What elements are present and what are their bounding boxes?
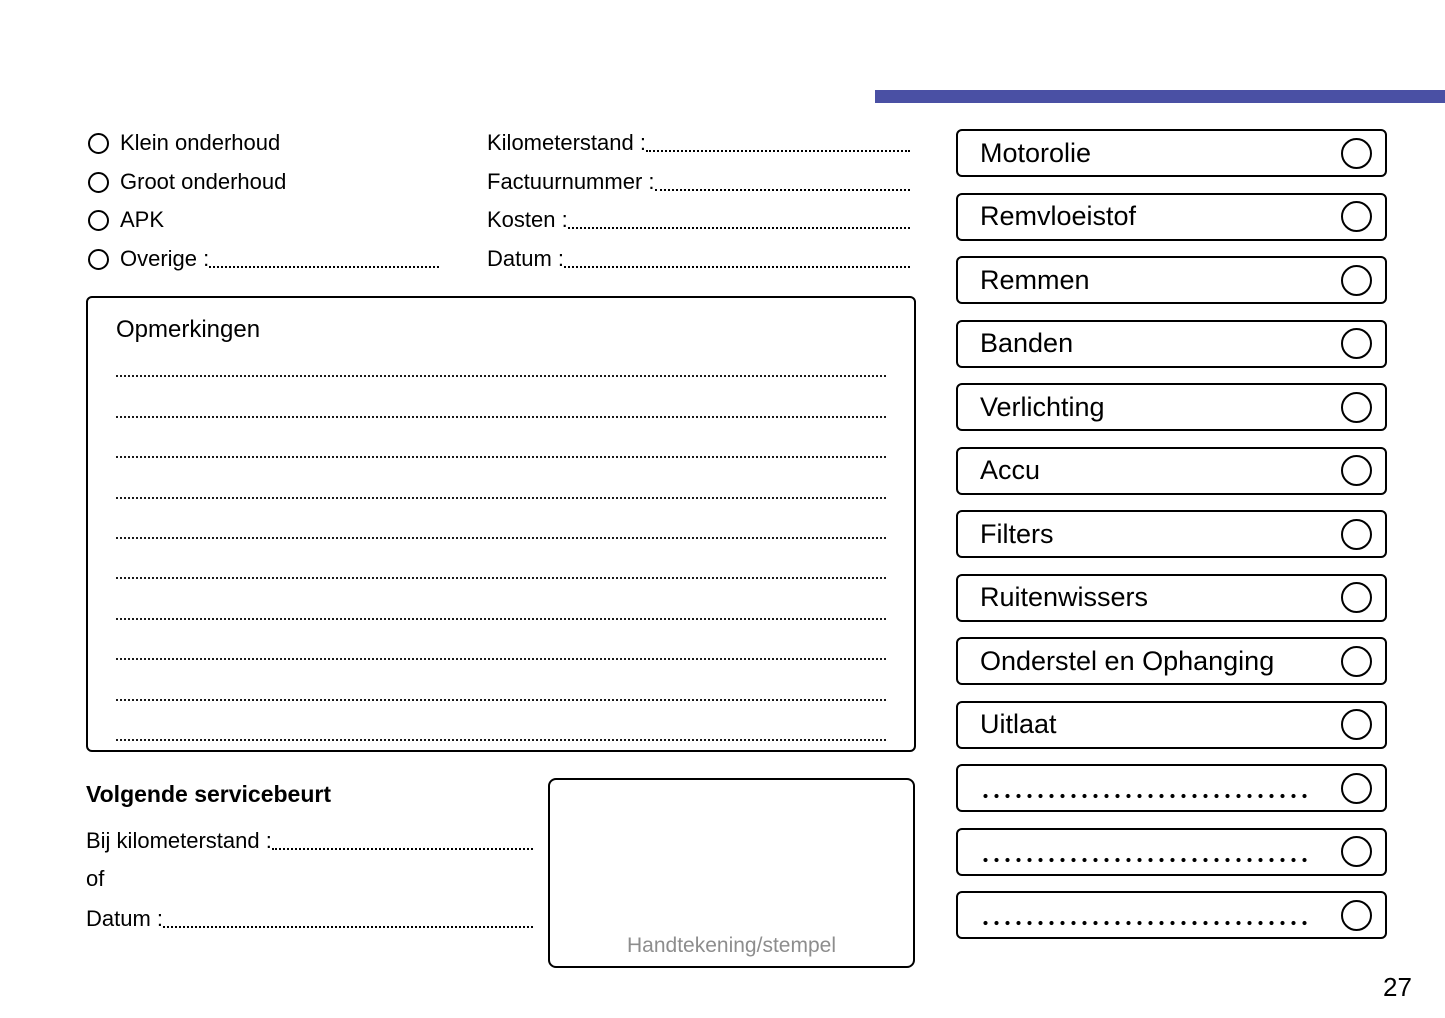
page-number: 27: [1383, 972, 1412, 1002]
checklist-label: Remvloeistof: [980, 201, 1137, 231]
next-service-mileage-row: [86, 828, 533, 854]
remarks-title: Opmerkingen: [116, 316, 261, 343]
checklist-label: Uitlaat: [980, 709, 1057, 739]
checklist-label: Remmen: [980, 264, 1090, 295]
fill-in-line[interactable]: [163, 926, 533, 928]
check-circle[interactable]: [1341, 328, 1372, 359]
next-service-date-row: [86, 906, 533, 932]
checklist-label: Onderstel en Ophanging: [980, 645, 1275, 676]
fill-in-line[interactable]: [980, 793, 1312, 799]
checklist-row-accu: [956, 447, 1387, 495]
checklist-label: Banden: [980, 328, 1074, 358]
fill-in-line[interactable]: [272, 848, 533, 850]
ruled-line[interactable]: [116, 377, 886, 417]
ruled-line[interactable]: [116, 418, 886, 458]
option-label: APK: [120, 207, 165, 232]
inspection-checklist: [956, 129, 1387, 955]
next-service-heading: Volgende servicebeurt: [86, 781, 331, 807]
checklist-row-ruitenwissers: [956, 574, 1387, 622]
ruled-line[interactable]: [116, 539, 886, 579]
signature-placeholder: Handtekening/stempel: [627, 934, 836, 957]
checklist-label: Verlichting: [980, 391, 1105, 422]
field-label: Datum :: [487, 246, 565, 271]
field-label: Factuurnummer :: [487, 169, 655, 194]
field-label: Bij kilometerstand :: [86, 828, 272, 853]
check-circle[interactable]: [1341, 455, 1372, 486]
check-circle[interactable]: [1341, 582, 1372, 613]
option-label: Groot onderhoud: [120, 169, 287, 194]
fill-in-line[interactable]: [980, 920, 1312, 926]
ruled-line[interactable]: [116, 701, 886, 741]
checklist-row-remmen: [956, 256, 1387, 304]
signature-box[interactable]: [548, 778, 915, 968]
fill-in-line[interactable]: [646, 150, 910, 152]
service-type-option-overige: [88, 246, 439, 272]
check-circle[interactable]: [1341, 900, 1372, 931]
service-type-option-klein: [88, 130, 280, 156]
checklist-label: Motorolie: [980, 137, 1092, 168]
check-circle[interactable]: [1341, 138, 1372, 169]
check-circle[interactable]: [1341, 201, 1372, 232]
check-circle[interactable]: [1341, 773, 1372, 804]
service-type-option-apk: [88, 207, 164, 233]
ruled-line[interactable]: [116, 660, 886, 700]
checklist-row-blank-1: [956, 764, 1387, 812]
radio-circle[interactable]: [88, 133, 109, 154]
fill-in-line[interactable]: [564, 266, 910, 268]
check-circle[interactable]: [1341, 519, 1372, 550]
or-label: of: [86, 866, 105, 891]
checklist-row-uitlaat: [956, 701, 1387, 749]
checklist-row-verlichting: [956, 383, 1387, 431]
field-label: Kosten :: [487, 207, 568, 232]
remarks-lines: [116, 337, 886, 741]
checklist-row-blank-2: [956, 828, 1387, 876]
fill-in-line[interactable]: [568, 227, 910, 229]
checklist-label: Ruitenwissers: [980, 582, 1149, 612]
check-circle[interactable]: [1341, 836, 1372, 867]
accent-bar: [875, 90, 1445, 103]
field-factuurnummer: [487, 169, 910, 195]
field-label: Kilometerstand :: [487, 130, 646, 155]
field-label: Datum :: [86, 906, 164, 931]
checklist-row-blank-3: [956, 891, 1387, 939]
radio-circle[interactable]: [88, 172, 109, 193]
check-circle[interactable]: [1341, 265, 1372, 296]
radio-circle[interactable]: [88, 249, 109, 270]
check-circle[interactable]: [1341, 392, 1372, 423]
ruled-line[interactable]: [116, 499, 886, 539]
service-type-option-groot: [88, 169, 286, 195]
ruled-line[interactable]: [116, 458, 886, 498]
checklist-label: Filters: [980, 518, 1054, 549]
option-label: Klein onderhoud: [120, 130, 281, 155]
checklist-row-filters: [956, 510, 1387, 558]
field-kilometerstand: [487, 130, 910, 156]
option-label: Overige :: [120, 246, 210, 271]
fill-in-line[interactable]: [655, 189, 911, 191]
check-circle[interactable]: [1341, 709, 1372, 740]
checklist-label: Accu: [980, 455, 1041, 485]
checklist-row-motorolie: [956, 129, 1387, 177]
field-kosten: [487, 207, 910, 233]
checklist-row-remvloeistof: [956, 193, 1387, 241]
field-datum: [487, 246, 910, 272]
remarks-box: [86, 296, 916, 752]
ruled-line[interactable]: [116, 337, 886, 377]
radio-circle[interactable]: [88, 210, 109, 231]
fill-in-line[interactable]: [209, 266, 439, 268]
checklist-row-banden: [956, 320, 1387, 368]
checklist-row-onderstel: [956, 637, 1387, 685]
check-circle[interactable]: [1341, 646, 1372, 677]
ruled-line[interactable]: [116, 620, 886, 660]
fill-in-line[interactable]: [980, 857, 1312, 863]
ruled-line[interactable]: [116, 579, 886, 619]
